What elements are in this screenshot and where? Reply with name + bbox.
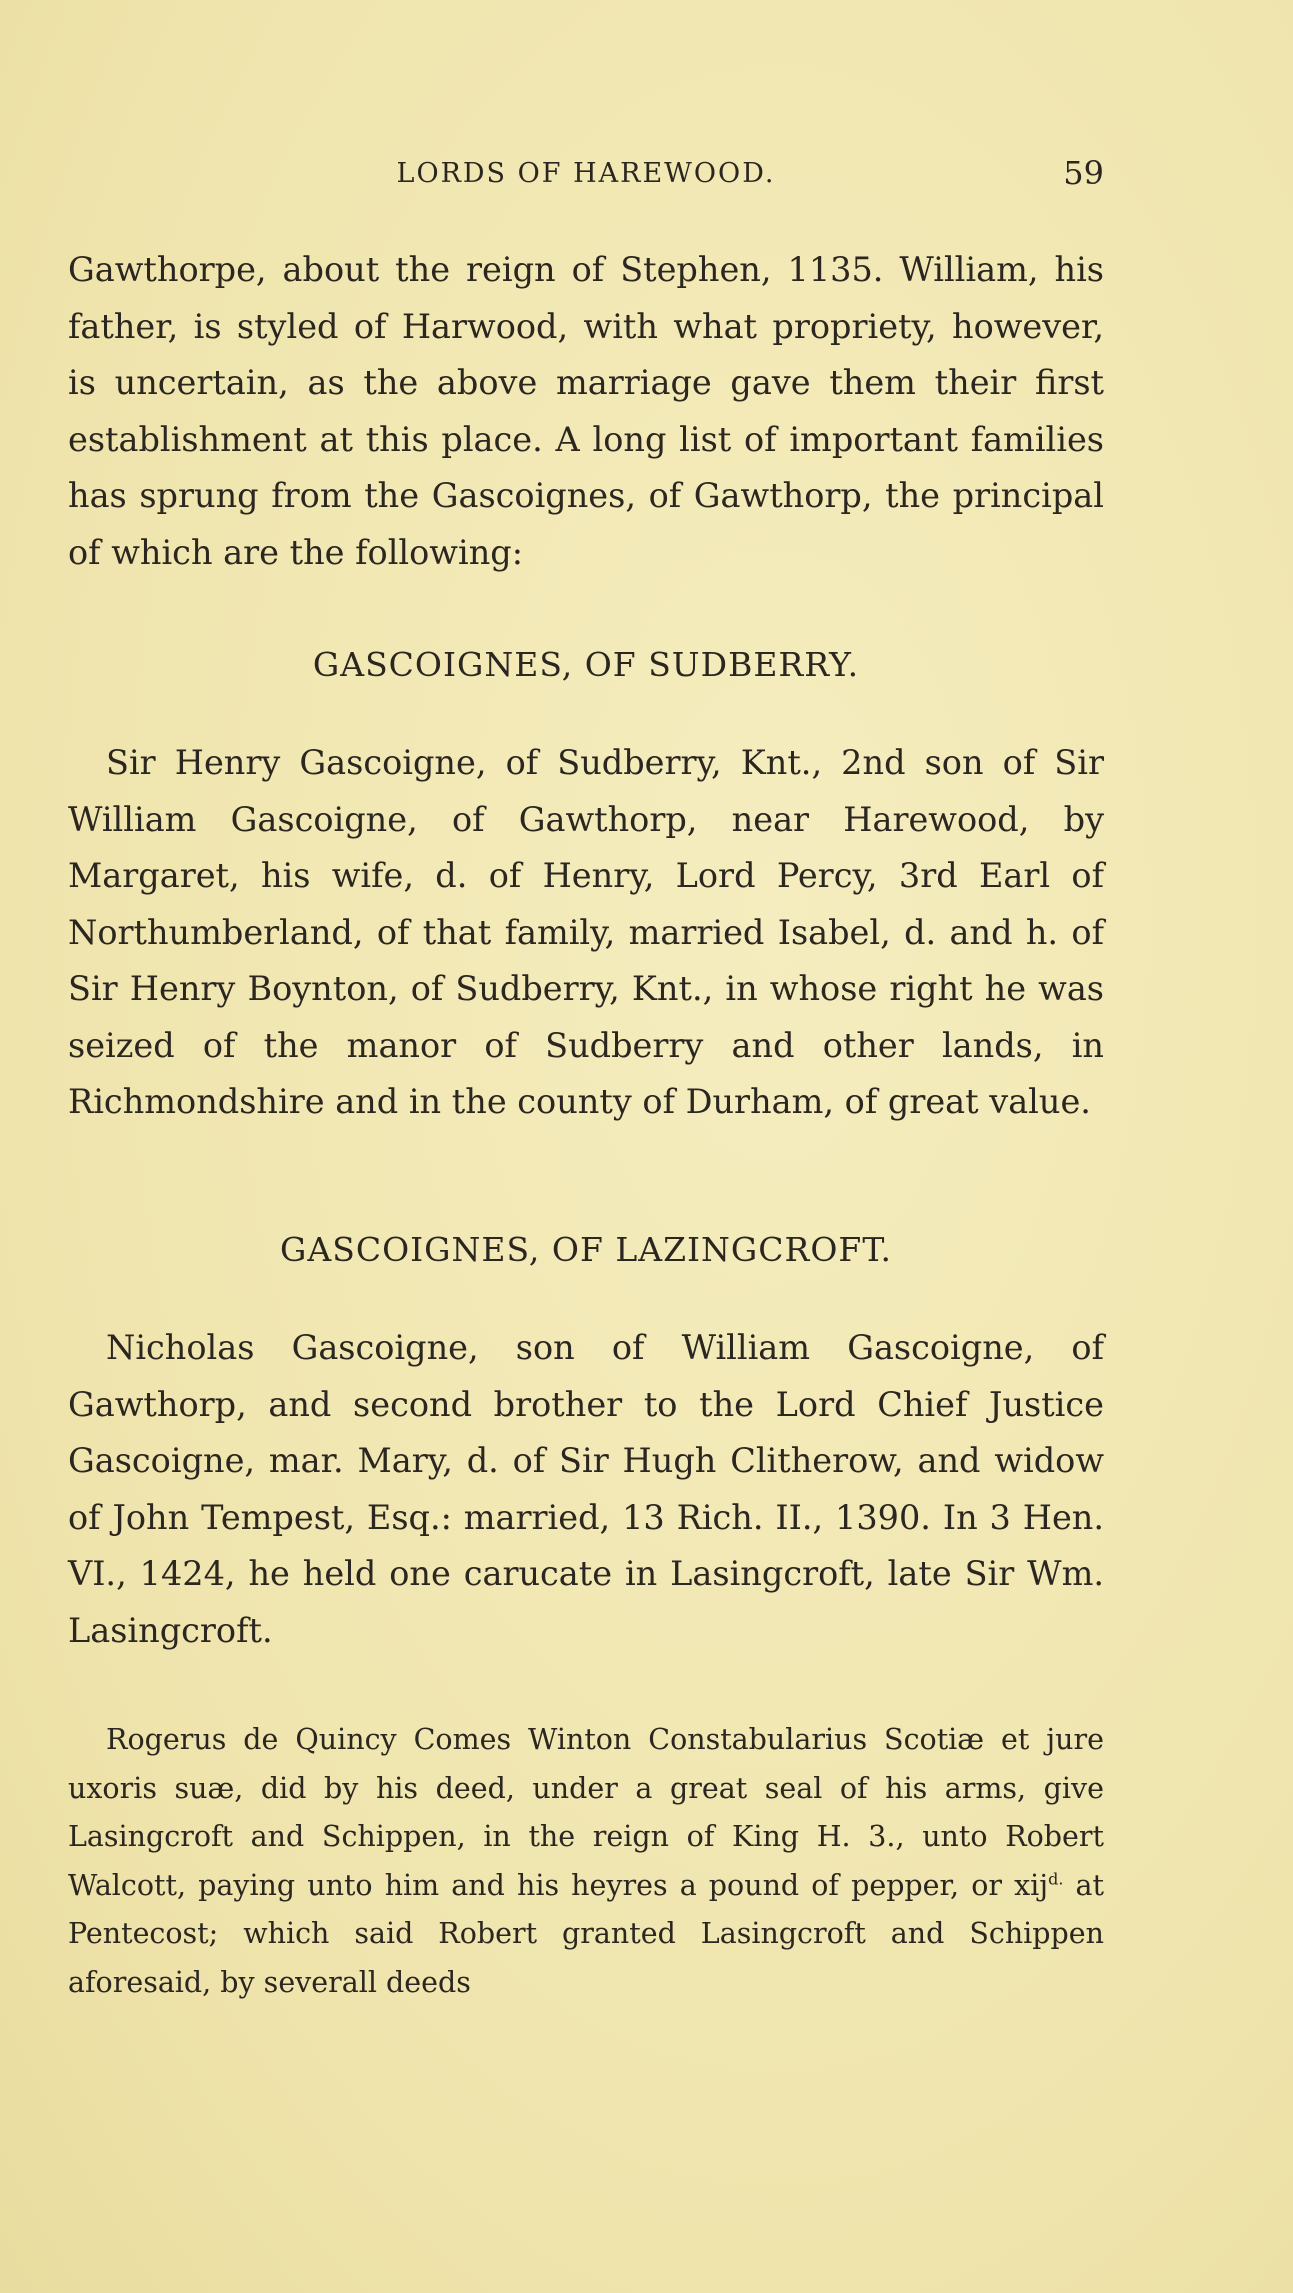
section-heading-sudberry: GASCOIGNES, OF SUDBERRY.: [312, 645, 860, 684]
footnote: [68, 1716, 1104, 2007]
footnote-text-start: Rogerus de Quincy Comes Winton Constabularius Scotiæ et jure uxoris suæ, did by his deed, under a great seal of his arms, give Lasingcroft and Schippen, in the reign of King H. 3., unto Robert Walcott, paying unto him and his heyres a pound of pepper, or xij: [68, 1723, 1104, 1902]
sudberry-paragraph: Sir Henry Gascoigne, of Sudberry, Knt., 2nd son of Sir William Gascoigne, of Gawthorp, near Harewood, by Margaret, his wife, d. of Henry, Lord Percy, 3rd Earl of Northumberland, of that family, married Isabel, d. and h. of Sir Henry Boynton, of Sudberry, Knt., in whose right he was seized of the manor of Sudberry and other lands, in Richmondshire and in the county of Durham, of great value.: [68, 743, 1104, 1121]
footnote-superscript: d.: [1048, 1869, 1064, 1888]
footnote-text-end: at Pentecost; which said Robert granted Lasingcroft and Schippen aforesaid, by severall deeds: [68, 1868, 1104, 1999]
section-heading-lazingcroft: GASCOIGNES, OF LAZINGCROFT.: [280, 1230, 892, 1269]
running-head: [68, 154, 1104, 198]
intro-paragraph: Gawthorpe, about the reign of Stephen, 1135. William, his father, is styled of Harwood, with what propriety, however, is uncertain, as the above marriage gave them their first establishment at this place. A long list of important families has sprung from the Gascoignes, of Gawthorp, the principal of which are the following:: [68, 250, 1104, 572]
page-number: 59: [1063, 154, 1104, 192]
running-head-title: LORDS OF HAREWOOD.: [396, 158, 776, 189]
lazingcroft-paragraph: Nicholas Gascoigne, son of William Gascoigne, of Gawthorp, and second brother to the Lord Chief Justice Gascoigne, mar. Mary, d. of Sir Hugh Clitherow, and widow of John Tempest, Esq.: married, 13 Rich. II., 1390. In 3 Hen. VI., 1424, he held one carucate in Lasingcroft, late Sir Wm. Lasingcroft.: [68, 1328, 1104, 1650]
book-page: [68, 0, 1104, 2293]
